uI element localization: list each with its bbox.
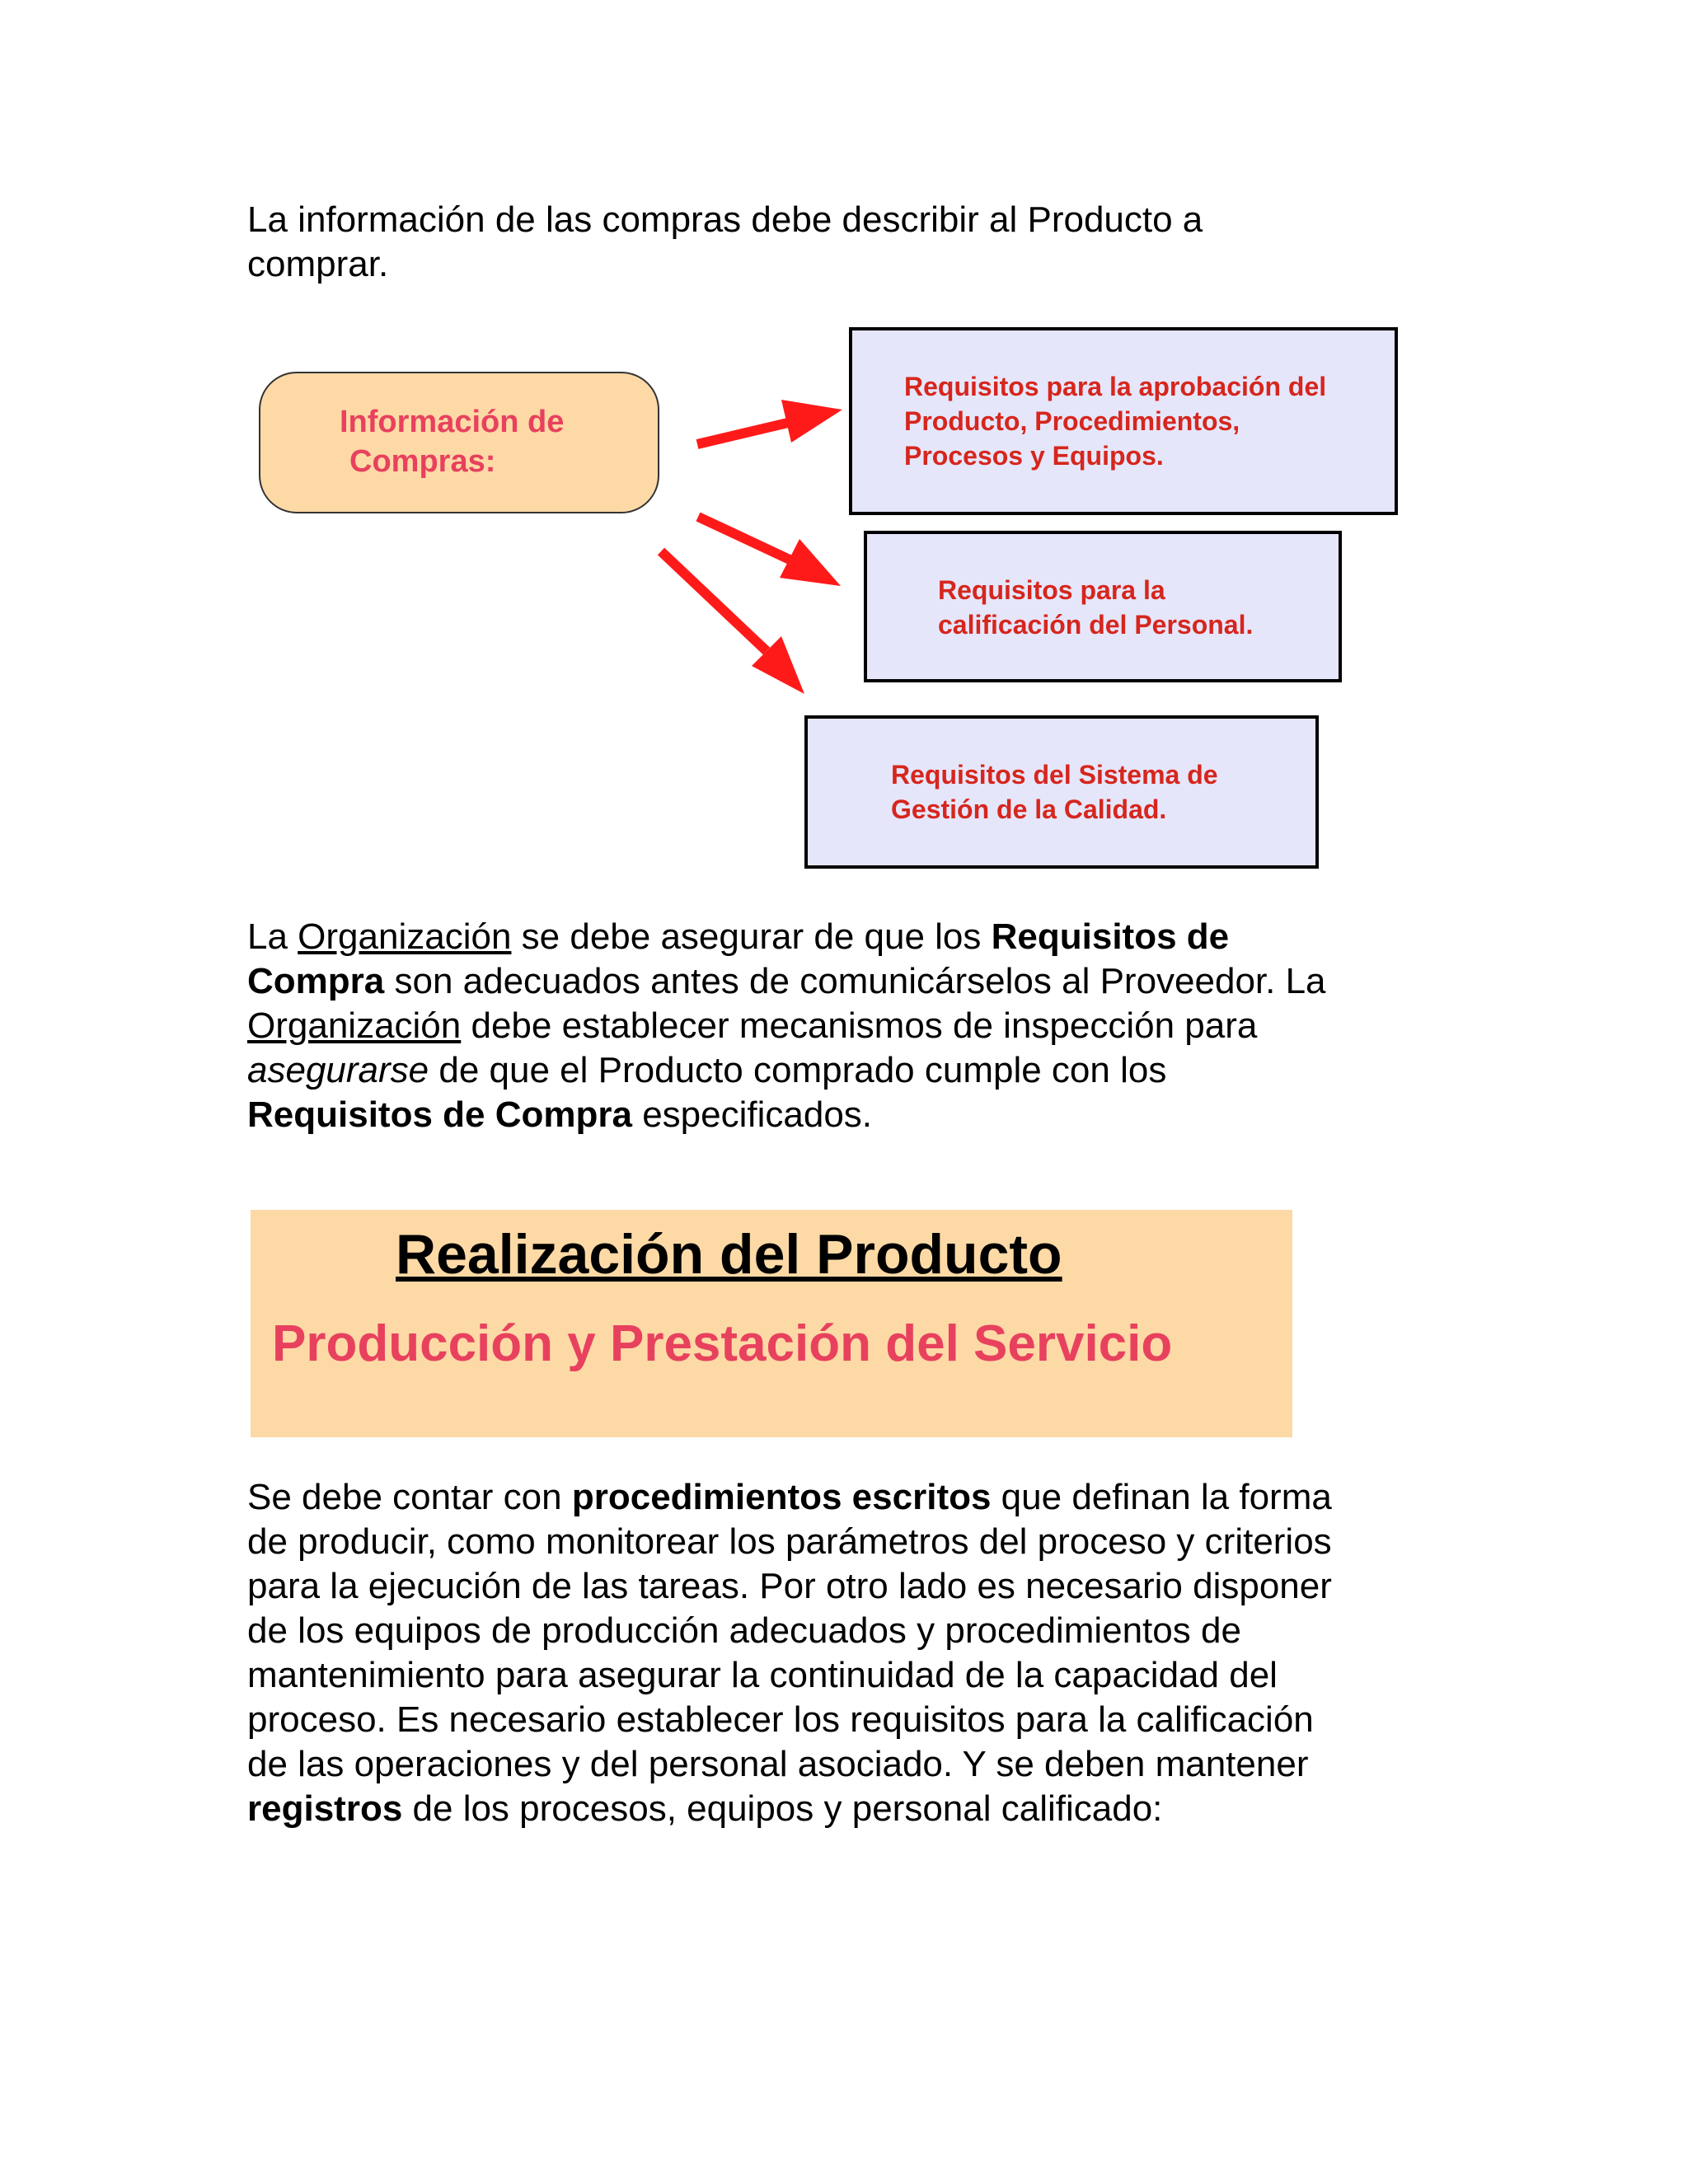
org-line-4-italic: asegurarse bbox=[247, 1050, 429, 1090]
org-line-1-text-a: La bbox=[247, 916, 298, 957]
org-line-2-text: son adecuados antes de comunicárselos al Proveedor. La bbox=[384, 961, 1326, 1001]
requirement-text-personnel bbox=[938, 573, 1253, 642]
proc-line-8-text: de los procesos, equipos y personal calificado: bbox=[402, 1788, 1163, 1829]
arrow-to-quality-system bbox=[661, 551, 804, 694]
requirement-1-line3: Procesos y Equipos. bbox=[904, 441, 1164, 471]
section-title: Realización del Producto bbox=[396, 1223, 1062, 1286]
proc-line-5: mantenimiento para asegurar la continuidad de la capacidad del bbox=[247, 1655, 1278, 1695]
intro-line-2: comprar. bbox=[247, 244, 389, 284]
org-line-1-bold: Requisitos de bbox=[991, 916, 1230, 957]
org-line-1-text-b: se debe asegurar de que los bbox=[511, 916, 992, 957]
intro-paragraph bbox=[247, 198, 1203, 287]
requirement-2-line2: calificación del Personal. bbox=[938, 610, 1254, 640]
organization-term-1: Organización bbox=[298, 916, 512, 957]
purchasing-info-label bbox=[340, 402, 564, 481]
organization-term-2: Organización bbox=[247, 1005, 462, 1046]
section-subtitle: Producción y Prestación del Servicio bbox=[272, 1315, 1173, 1372]
intro-line-1: La información de las compras debe describir al Producto a bbox=[247, 199, 1203, 240]
proc-line-8-bold: registros bbox=[247, 1788, 403, 1829]
proc-line-6: proceso. Es necesario establecer los requisitos para la calificación bbox=[247, 1699, 1314, 1740]
arrow-to-personnel bbox=[698, 517, 841, 586]
procedures-paragraph bbox=[247, 1475, 1332, 1831]
org-line-3-text: debe establecer mecanismos de inspección para bbox=[461, 1005, 1258, 1046]
org-line-2-bold: Compra bbox=[247, 961, 385, 1001]
org-line-2 bbox=[247, 959, 1326, 1004]
requirement-3-line1: Requisitos del Sistema de bbox=[891, 760, 1218, 790]
org-line-5-bold: Requisitos de Compra bbox=[247, 1094, 632, 1135]
requirement-2-line1: Requisitos para la bbox=[938, 575, 1165, 605]
proc-line-1-text-b: que definan la forma bbox=[991, 1477, 1332, 1517]
org-line-3 bbox=[247, 1004, 1326, 1048]
proc-line-4: de los equipos de producción adecuados y procedimientos de bbox=[247, 1610, 1241, 1651]
proc-line-8 bbox=[247, 1787, 1332, 1831]
org-line-5-text: especificados. bbox=[631, 1094, 873, 1135]
requirement-text-product-approval bbox=[904, 369, 1326, 473]
arrow-to-product-approval bbox=[697, 400, 842, 444]
org-line-4-text: de que el Producto comprado cumple con los bbox=[429, 1050, 1167, 1090]
requirement-3-line2: Gestión de la Calidad. bbox=[891, 794, 1167, 824]
purchasing-info-label-line2: Compras: bbox=[349, 444, 496, 479]
proc-line-3: para la ejecución de las tareas. Por otro lado es necesario disponer bbox=[247, 1566, 1332, 1606]
org-line-4 bbox=[247, 1048, 1326, 1093]
requirement-text-quality-system bbox=[891, 757, 1218, 827]
proc-line-1-text-a: Se debe contar con bbox=[247, 1477, 572, 1517]
proc-line-1 bbox=[247, 1475, 1332, 1520]
org-line-5 bbox=[247, 1093, 1326, 1137]
org-line-1 bbox=[247, 915, 1326, 959]
proc-line-1-bold: procedimientos escritos bbox=[571, 1477, 992, 1517]
organization-paragraph bbox=[247, 915, 1326, 1137]
requirement-1-line1: Requisitos para la aprobación del bbox=[904, 372, 1327, 401]
requirement-1-line2: Producto, Procedimientos, bbox=[904, 406, 1240, 436]
proc-line-7: de las operaciones y del personal asociado. Y se deben mantener bbox=[247, 1744, 1309, 1784]
proc-line-2: de producir, como monitorear los parámetros del proceso y criterios bbox=[247, 1521, 1332, 1562]
purchasing-info-label-line1: Información de bbox=[340, 405, 565, 439]
